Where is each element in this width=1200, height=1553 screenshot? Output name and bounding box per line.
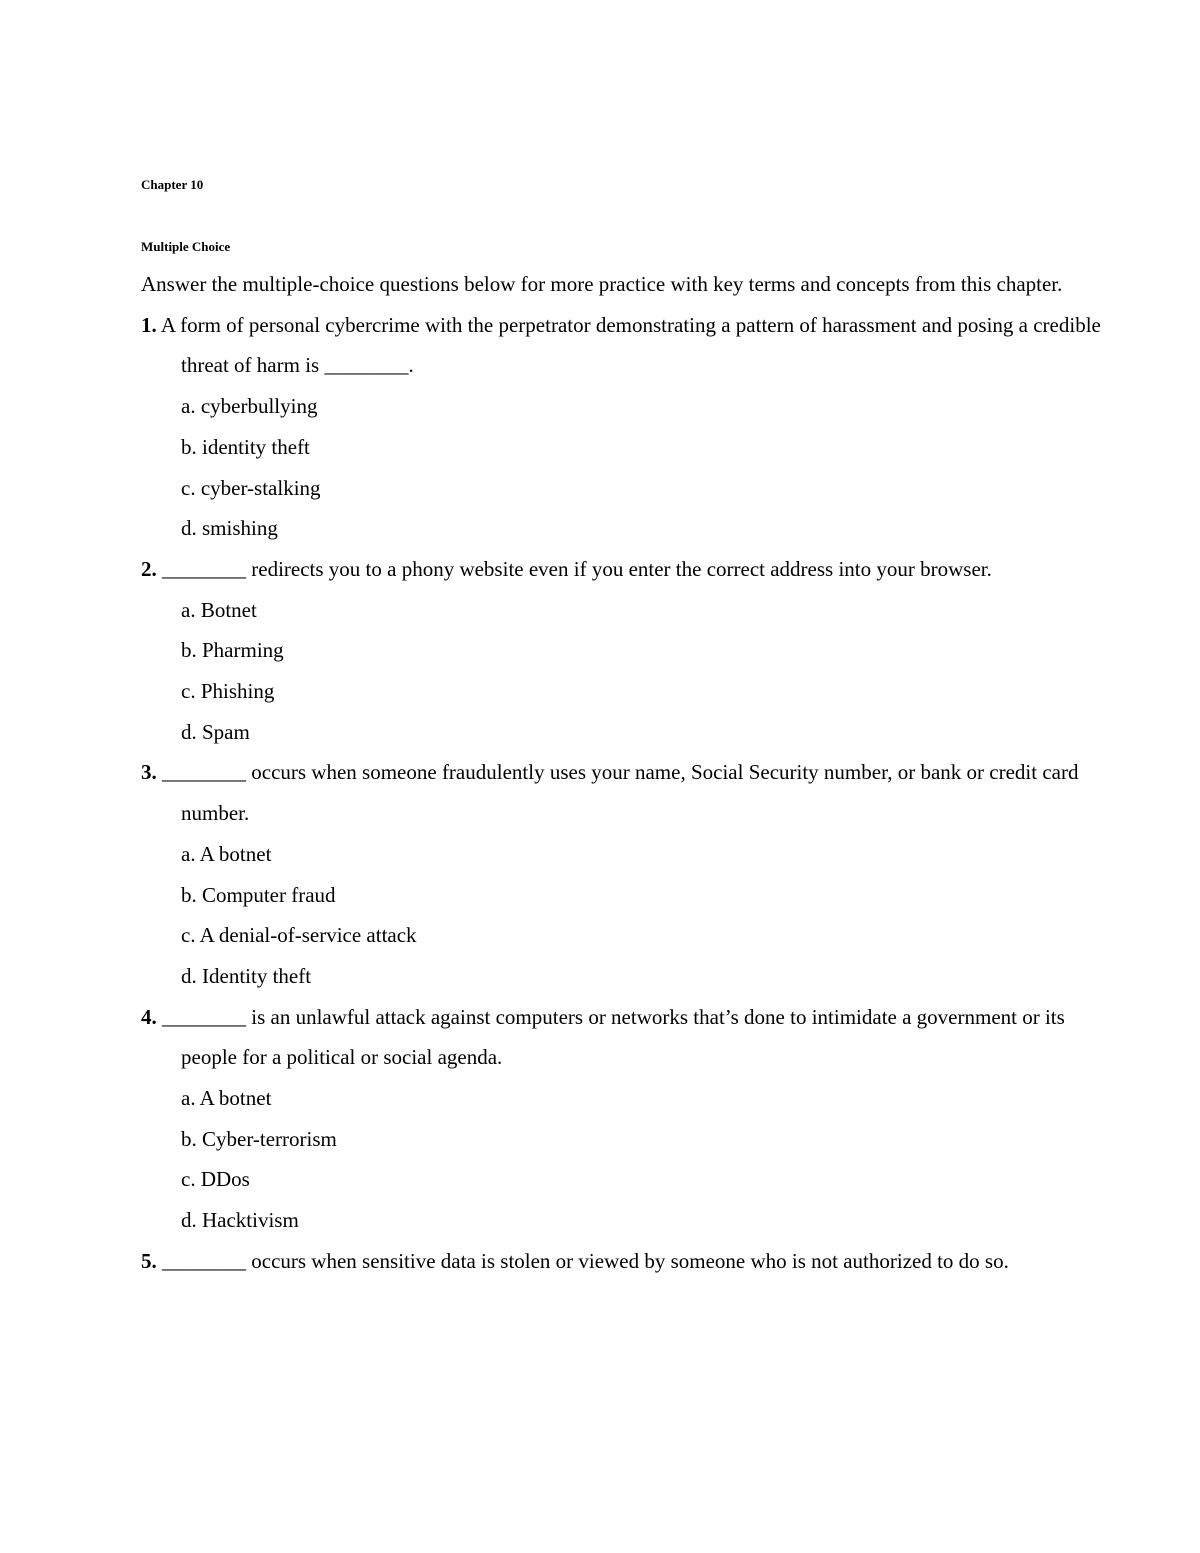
answer-option: c. cyber-stalking — [181, 475, 321, 500]
question-number: 5. — [141, 1248, 157, 1273]
answer-option: a. Botnet — [181, 597, 257, 622]
question-1 — [141, 305, 1101, 549]
answer-option: d. Identity theft — [181, 963, 312, 988]
question-text: ________ is an unlawful attack against computers or networks that’s done to intimidate a government or its people for a political or social agenda. — [162, 1004, 1065, 1070]
question-stem — [141, 752, 1101, 833]
answer-option: d. smishing — [181, 516, 278, 541]
answer-option: a. A botnet — [181, 841, 272, 866]
chapter-title: Chapter 10 — [141, 177, 204, 192]
answer-option: c. DDos — [181, 1167, 250, 1192]
question-3 — [141, 752, 1101, 996]
question-2 — [141, 549, 1101, 753]
question-stem — [141, 549, 1101, 590]
answer-option: a. cyberbullying — [181, 394, 318, 419]
question-5 — [141, 1241, 1101, 1282]
answer-option: b. Pharming — [181, 638, 284, 663]
section-title: Multiple Choice — [141, 239, 231, 254]
answer-option: d. Hacktivism — [181, 1208, 299, 1233]
question-text: A form of personal cybercrime with the perpetrator demonstrating a pattern of harassment and posing a credible threat of harm is ________. — [160, 312, 1101, 378]
question-list — [141, 264, 1101, 1282]
intro-paragraph: Answer the multiple-choice questions below for more practice with key terms and concepts from this chapter. — [141, 272, 1063, 296]
answer-option: c. A denial-of-service attack — [181, 923, 417, 948]
answer-option: b. identity theft — [181, 434, 310, 459]
question-number: 2. — [141, 556, 157, 581]
question-stem — [141, 305, 1101, 386]
answer-option: a. A botnet — [181, 1086, 272, 1111]
question-number: 1. — [141, 312, 157, 337]
question-text: ________ redirects you to a phony website even if you enter the correct address into your browser. — [162, 556, 992, 581]
answer-option: b. Cyber-terrorism — [181, 1126, 337, 1151]
question-text: ________ occurs when someone fraudulently uses your name, Social Security number, or bank or credit card number. — [162, 760, 1079, 826]
question-stem — [141, 1241, 1101, 1282]
question-number: 3. — [141, 760, 157, 785]
question-text: ________ occurs when sensitive data is stolen or viewed by someone who is not authorized to do so. — [162, 1248, 1009, 1273]
question-stem — [141, 997, 1101, 1078]
answer-option: b. Computer fraud — [181, 882, 336, 907]
question-number: 4. — [141, 1004, 157, 1029]
question-4 — [141, 997, 1101, 1241]
answer-option: c. Phishing — [181, 679, 275, 704]
answer-option: d. Spam — [181, 719, 250, 744]
